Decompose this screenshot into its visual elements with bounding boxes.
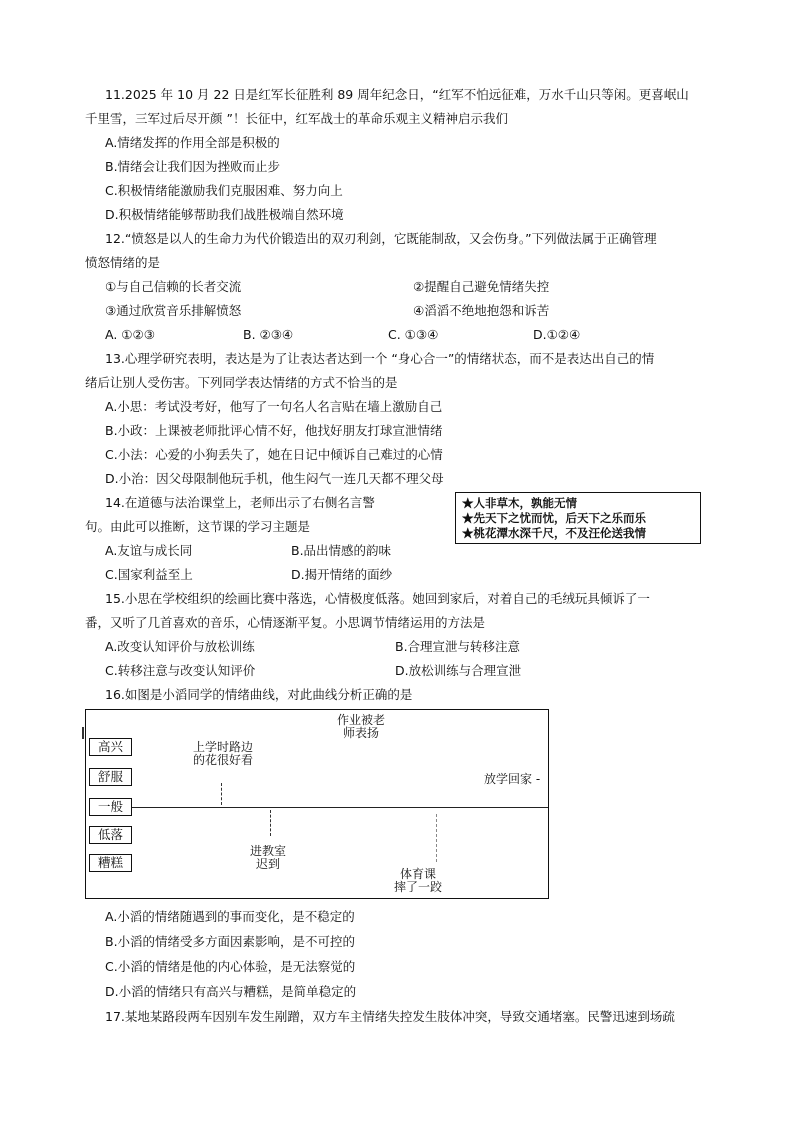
level-normal: 一般: [89, 798, 132, 816]
event-flowers-marker: [221, 783, 222, 805]
q15-option-b: B.合理宣泄与转移注意: [395, 639, 521, 654]
q12-item-1: ①与自己信赖的长者交流: [105, 279, 242, 294]
baseline-axis: [132, 807, 548, 808]
event-flowers-label: 上学时路边 的花很好看: [193, 740, 254, 767]
level-low: 低落: [89, 826, 132, 844]
q13-option-d: D.小治：因父母限制他玩手机，他生闷气一连几天都不理父母: [105, 471, 444, 486]
q17-stem-line1: 17.某地某路段两车因别车发生剐蹭，双方车主情绪失控发生肢体冲突，导致交通堵塞。民警迅速到场疏: [105, 1009, 675, 1024]
q13-stem-line2: 绪后让别人受伤害。下列同学表达情绪的方式不恰当的是: [85, 375, 398, 390]
q12-item-3: ③通过欣赏音乐排解愤怒: [105, 303, 242, 318]
q15-option-c: C.转移注意与改变认知评价: [105, 663, 256, 678]
event-praise-label: 作业被老 师表扬: [337, 713, 386, 740]
q15-stem-line2: 番，又听了几首喜欢的音乐，心情逐渐平复。小思调节情绪运用的方法是: [85, 615, 486, 630]
q11-option-d: D.积极情绪能够帮助我们战胜极端自然环境: [105, 207, 344, 222]
q11-option-c: C.积极情绪能激励我们克服困难、努力向上: [105, 183, 343, 198]
event-home-label: 放学回家 -: [484, 772, 541, 786]
q14-option-a: A.友谊与成长同: [105, 543, 193, 558]
q14-option-d: D.揭开情绪的面纱: [291, 567, 393, 582]
q11-stem-line2: 千里雪，三军过后尽开颜 ”！长征中，红军战士的革命乐观主义精神启示我们: [85, 111, 508, 126]
q14-option-b: B.品出情感的韵味: [291, 543, 392, 558]
quote-line-3: ★桃花潭水深千尺，不及汪伦送我情: [462, 526, 646, 540]
quote-box: [455, 492, 701, 544]
q13-stem-line1: 13.心理学研究表明，表达是为了让表达者达到一个 “身心合一”的情绪状态，而不是表达出自己的情: [105, 351, 655, 366]
q15-stem-line1: 15.小思在学校组织的绘画比赛中落选，心情极度低落。她回到家后，对着自己的毛绒玩具倾诉了一: [105, 591, 650, 606]
level-happy: 高兴: [89, 738, 132, 756]
q16-option-b: B.小滔的情绪受多方面因素影响，是不可控的: [105, 934, 356, 949]
q13-option-c: C.小法：心爱的小狗丢失了，她在日记中倾诉自己难过的心情: [105, 447, 443, 462]
quote-line-1: ★人非草木，孰能无情: [462, 496, 577, 510]
q11-stem-line1: 11.2025 年 10 月 22 日是红军长征胜利 89 周年纪念日，“红军不怕远征难，万水千山只等闲。更喜岷山: [105, 87, 689, 102]
q12-choice-a: A. ①②③: [105, 327, 155, 342]
q14-stem-line1: 14.在道德与法治课堂上，老师出示了右侧名言警: [105, 495, 375, 510]
event-pe-marker: [436, 814, 437, 862]
q12-choice-d: D.①②④: [533, 327, 581, 342]
q14-option-c: C.国家利益至上: [105, 567, 193, 582]
event-late-label: 进教室 迟到: [250, 844, 287, 871]
level-comfortable: 舒服: [89, 768, 132, 786]
q12-stem-line1: 12.“愤怒是以人的生命力为代价锻造出的双刃利剑，它既能制敌，又会伤身。”下列做法属于正确管理: [105, 231, 657, 246]
q16-option-a: A.小滔的情绪随遇到的事而变化，是不稳定的: [105, 909, 355, 924]
q12-item-2: ②提醒自己避免情绪失控: [413, 279, 550, 294]
q12-stem-line2: 愤怒情绪的是: [85, 255, 161, 270]
q11-option-a: A.情绪发挥的作用全部是积极的: [105, 135, 280, 150]
q15-option-d: D.放松训练与合理宣泄: [395, 663, 522, 678]
q16-option-c: C.小滔的情绪是他的内心体验，是无法察觉的: [105, 959, 356, 974]
level-terrible: 糟糕: [89, 854, 132, 872]
q11-option-b: B.情绪会让我们因为挫败而止步: [105, 159, 281, 174]
q12-choice-b: B. ②③④: [243, 327, 294, 342]
q16-option-d: D.小滔的情绪只有高兴与糟糕，是简单稳定的: [105, 984, 357, 999]
event-late-marker: [270, 810, 271, 836]
emotion-curve-figure: [85, 709, 549, 899]
q13-option-b: B.小政：上课被老师批评心情不好，他找好朋友打球宣泄情绪: [105, 423, 443, 438]
figure-edge-mark: [82, 727, 84, 739]
q12-choice-c: C. ①③④: [388, 327, 439, 342]
q14-stem-line2: 句。由此可以推断，这节课的学习主题是: [85, 519, 311, 534]
event-pe-label: 体育课 摔了一跤: [394, 867, 443, 894]
q16-stem: 16.如图是小滔同学的情绪曲线，对此曲线分析正确的是: [105, 687, 413, 702]
q13-option-a: A.小思：考试没考好，他写了一句名人名言贴在墙上激励自己: [105, 399, 443, 414]
quote-line-2: ★先天下之忧而忧，后天下之乐而乐: [462, 511, 646, 525]
q12-item-4: ④滔滔不绝地抱怨和诉苦: [413, 303, 550, 318]
q15-option-a: A.改变认知评价与放松训练: [105, 639, 255, 654]
